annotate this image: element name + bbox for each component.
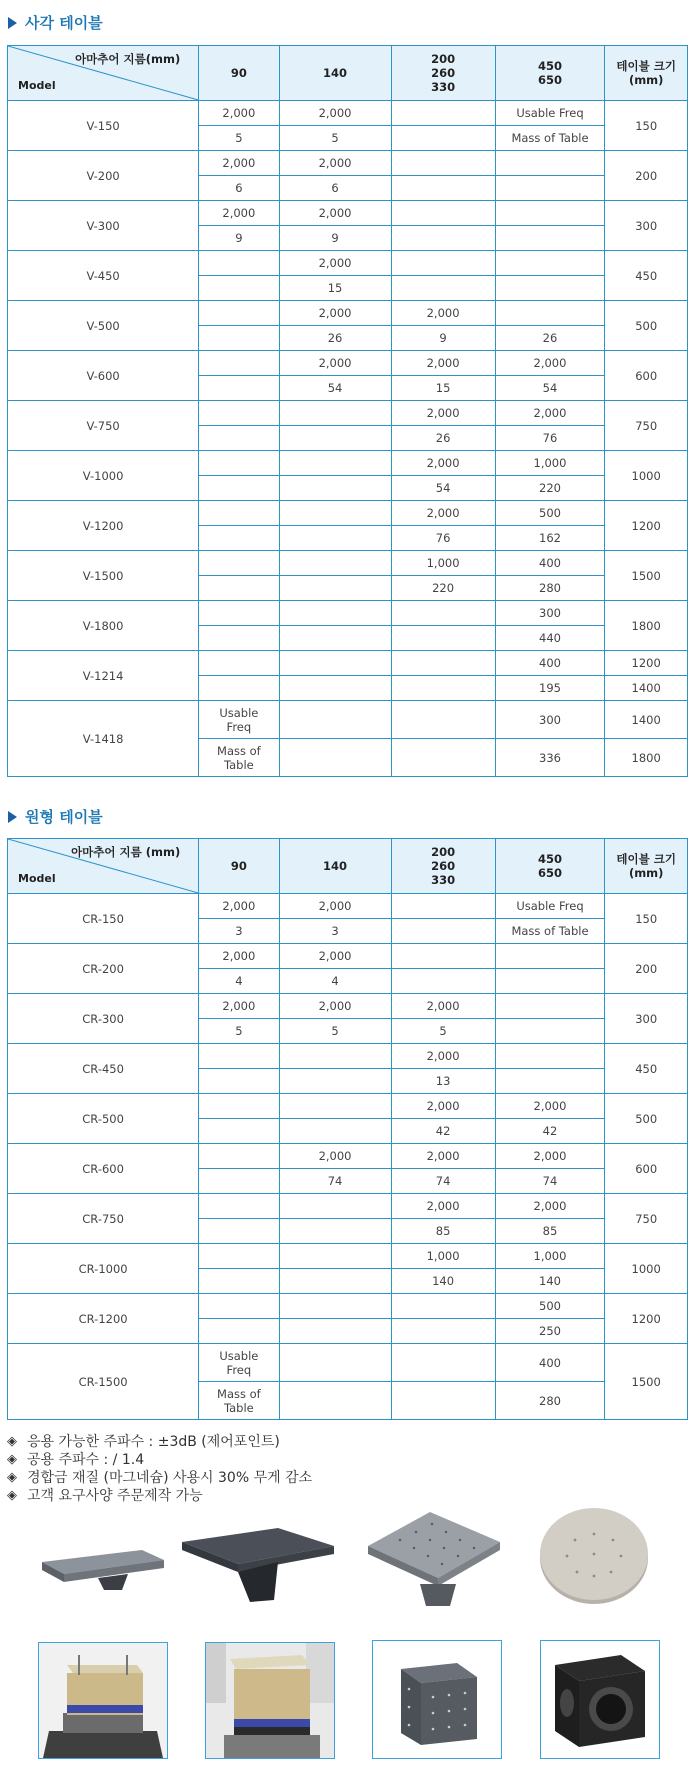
header-row	[8, 46, 688, 101]
usable-freq-cell: 2,000	[279, 944, 391, 969]
round-table-spec	[7, 838, 688, 1420]
mass-of-table-cell	[495, 226, 605, 251]
mass-of-table-cell	[391, 676, 495, 701]
table-row	[8, 201, 688, 226]
usable-freq-cell: 2,000	[279, 894, 391, 919]
usable-freq-cell	[391, 251, 495, 276]
mass-of-table-cell	[199, 1319, 279, 1344]
photo-square-table-with-holes	[360, 1502, 505, 1610]
usable-freq-cell	[199, 1244, 279, 1269]
table-row	[8, 994, 688, 1019]
mass-of-table-cell: 3	[199, 919, 279, 944]
usable-freq-cell: 2,000	[279, 251, 391, 276]
usable-freq-cell	[391, 701, 495, 739]
triangle-bullet-icon	[8, 17, 17, 29]
usable-freq-cell: 500	[495, 501, 605, 526]
mass-of-table-cell: 220	[391, 576, 495, 601]
mass-of-table-cell: 5	[391, 1019, 495, 1044]
usable-freq-cell	[199, 251, 279, 276]
armature-diameter-label: 아마추어 지름(mm)	[75, 52, 181, 66]
usable-freq-cell: 1,000	[391, 551, 495, 576]
usable-freq-cell: 2,000	[391, 994, 495, 1019]
usable-freq-cell: 300	[495, 701, 605, 739]
column-header-col2: 140	[279, 46, 391, 101]
table-row	[8, 151, 688, 176]
mass-of-table-cell: 6	[199, 176, 279, 201]
usable-freq-cell	[391, 1344, 495, 1382]
usable-freq-cell: 2,000	[391, 1194, 495, 1219]
usable-freq-cell: 2,000	[391, 301, 495, 326]
usable-freq-cell: 2,000	[495, 1194, 605, 1219]
mass-of-table-cell	[391, 1319, 495, 1344]
mass-of-table-cell	[279, 626, 391, 651]
usable-freq-cell	[279, 451, 391, 476]
table-row	[8, 601, 688, 626]
column-header-col4: 450 650	[495, 46, 605, 101]
model-cell: V-1214	[8, 651, 199, 701]
usable-freq-cell	[279, 1044, 391, 1069]
usable-freq-cell	[279, 701, 391, 739]
table-size-cell: 200	[605, 151, 688, 201]
usable-freq-cell	[199, 451, 279, 476]
mass-of-table-cell	[495, 969, 605, 994]
usable-freq-cell	[279, 501, 391, 526]
mass-of-table-cell: Mass of Table	[495, 126, 605, 151]
mass-of-table-cell: 280	[495, 1382, 605, 1420]
table-size-cell: 750	[605, 401, 688, 451]
usable-freq-cell: 2,000	[279, 994, 391, 1019]
model-cell: CR-200	[8, 944, 199, 994]
mass-of-table-cell: 5	[279, 126, 391, 151]
usable-freq-cell	[279, 1194, 391, 1219]
model-cell: V-150	[8, 101, 199, 151]
mass-of-table-cell: 54	[391, 476, 495, 501]
usable-freq-cell: 1,000	[391, 1244, 495, 1269]
table-row	[8, 1344, 688, 1382]
mass-of-table-cell: 26	[279, 326, 391, 351]
usable-freq-cell	[495, 944, 605, 969]
mass-of-table-cell	[279, 1219, 391, 1244]
table-size-cell: 450	[605, 1044, 688, 1094]
mass-of-table-cell	[495, 176, 605, 201]
mass-of-table-cell: 9	[391, 326, 495, 351]
usable-freq-cell	[199, 1144, 279, 1169]
usable-freq-cell: 400	[495, 1344, 605, 1382]
usable-freq-cell	[199, 301, 279, 326]
table-size-cell: 1200	[605, 501, 688, 551]
mass-of-table-cell	[199, 1119, 279, 1144]
table-size-cell: 1800	[605, 739, 688, 777]
table-size-cell: 600	[605, 1144, 688, 1194]
table-row	[8, 401, 688, 426]
usable-freq-cell	[391, 601, 495, 626]
note-item: ◈ 응용 가능한 주파수 : ±3dB (제어포인트)	[7, 1434, 280, 1450]
mass-of-table-cell	[391, 176, 495, 201]
model-cell: V-300	[8, 201, 199, 251]
mass-of-table-cell: 5	[199, 126, 279, 151]
photo-round-table	[535, 1500, 653, 1610]
table-size-cell: 150	[605, 101, 688, 151]
model-cell: CR-500	[8, 1094, 199, 1144]
usable-freq-cell: 2,000	[391, 401, 495, 426]
note-item: ◈ 경합금 재질 (마그네슘) 사용시 30% 무게 감소	[7, 1470, 313, 1486]
column-header-col3: 200 260 330	[391, 839, 495, 894]
mass-of-table-cell: 26	[495, 326, 605, 351]
diamond-bullet-icon: ◈	[7, 1434, 17, 1449]
usable-freq-cell: 2,000	[279, 201, 391, 226]
mass-of-table-cell	[279, 1319, 391, 1344]
usable-freq-cell	[279, 1244, 391, 1269]
table-row	[8, 701, 688, 739]
mass-of-table-cell	[199, 1069, 279, 1094]
table-row	[8, 351, 688, 376]
square-table-heading	[8, 12, 103, 33]
note-item: ◈ 공용 주파수 : / 1.4	[7, 1452, 145, 1468]
mass-of-table-cell: 76	[391, 526, 495, 551]
mass-of-table-cell: 74	[279, 1169, 391, 1194]
usable-freq-cell: 2,000	[495, 1144, 605, 1169]
mass-of-table-cell	[279, 739, 391, 777]
square-table-spec	[7, 45, 688, 777]
column-header-col3: 200 260 330	[391, 46, 495, 101]
usable-freq-cell	[199, 651, 279, 676]
usable-freq-cell	[199, 1094, 279, 1119]
mass-of-table-cell: 85	[495, 1219, 605, 1244]
usable-freq-cell: 400	[495, 651, 605, 676]
table-row	[8, 1194, 688, 1219]
column-header-col1: 90	[199, 46, 279, 101]
usable-freq-cell: Usable Freq	[199, 701, 279, 739]
table-row	[8, 1094, 688, 1119]
usable-freq-cell: 1,000	[495, 451, 605, 476]
model-cell: V-1000	[8, 451, 199, 501]
mass-of-table-cell	[199, 576, 279, 601]
usable-freq-cell	[279, 401, 391, 426]
usable-freq-cell	[199, 1194, 279, 1219]
round-table-title: 원형 테이블	[25, 808, 103, 826]
mass-of-table-cell: 250	[495, 1319, 605, 1344]
model-cell: CR-600	[8, 1144, 199, 1194]
model-cell: CR-1000	[8, 1244, 199, 1294]
usable-freq-cell	[391, 201, 495, 226]
mass-of-table-cell	[199, 276, 279, 301]
model-cell: CR-150	[8, 894, 199, 944]
usable-freq-cell: 2,000	[391, 501, 495, 526]
usable-freq-cell	[279, 1344, 391, 1382]
mass-of-table-cell: 5	[279, 1019, 391, 1044]
table-row	[8, 101, 688, 126]
column-header-col4: 450 650	[495, 839, 605, 894]
usable-freq-cell: 2,000	[495, 1094, 605, 1119]
column-header-col5: 테이블 크기 (mm)	[605, 839, 688, 894]
table-row	[8, 1294, 688, 1319]
model-cell: V-600	[8, 351, 199, 401]
mass-of-table-cell: 9	[199, 226, 279, 251]
table-size-cell: 750	[605, 1194, 688, 1244]
usable-freq-cell: 2,000	[391, 451, 495, 476]
mass-of-table-cell	[495, 1019, 605, 1044]
mass-of-table-cell: 9	[279, 226, 391, 251]
table-size-cell: 300	[605, 994, 688, 1044]
mass-of-table-cell: 280	[495, 576, 605, 601]
mass-of-table-cell: Mass of Table	[495, 919, 605, 944]
model-cell: CR-1500	[8, 1344, 199, 1420]
usable-freq-cell: 1,000	[495, 1244, 605, 1269]
mass-of-table-cell: 13	[391, 1069, 495, 1094]
table-size-cell: 300	[605, 201, 688, 251]
mass-of-table-cell	[279, 1382, 391, 1420]
usable-freq-cell	[199, 1294, 279, 1319]
usable-freq-cell	[279, 551, 391, 576]
table-row	[8, 894, 688, 919]
model-cell: CR-750	[8, 1194, 199, 1244]
table-row	[8, 944, 688, 969]
table-size-cell: 1200	[605, 651, 688, 676]
mass-of-table-cell: 440	[495, 626, 605, 651]
usable-freq-cell: Usable Freq	[199, 1344, 279, 1382]
usable-freq-cell: 300	[495, 601, 605, 626]
model-cell: V-500	[8, 301, 199, 351]
usable-freq-cell	[199, 551, 279, 576]
usable-freq-cell	[495, 251, 605, 276]
notes-list	[7, 1433, 312, 1505]
model-cell: V-1418	[8, 701, 199, 777]
photo-shaker-fixture-2	[205, 1642, 335, 1759]
usable-freq-cell: 400	[495, 551, 605, 576]
mass-of-table-cell: 15	[391, 376, 495, 401]
model-cell: CR-300	[8, 994, 199, 1044]
mass-of-table-cell: 195	[495, 676, 605, 701]
mass-of-table-cell	[199, 426, 279, 451]
mass-of-table-cell	[391, 226, 495, 251]
mass-of-table-cell	[495, 276, 605, 301]
mass-of-table-cell: Mass of Table	[199, 1382, 279, 1420]
table-size-cell: 450	[605, 251, 688, 301]
usable-freq-cell	[391, 651, 495, 676]
usable-freq-cell	[391, 1294, 495, 1319]
mass-of-table-cell: 15	[279, 276, 391, 301]
photo-square-table-with-cone	[178, 1512, 338, 1612]
model-cell: V-450	[8, 251, 199, 301]
usable-freq-cell	[495, 994, 605, 1019]
table-size-cell: 500	[605, 301, 688, 351]
table-size-cell: 500	[605, 1094, 688, 1144]
diamond-bullet-icon: ◈	[7, 1452, 17, 1467]
usable-freq-cell: 2,000	[199, 201, 279, 226]
mass-of-table-cell	[391, 739, 495, 777]
usable-freq-cell: 2,000	[391, 351, 495, 376]
photo-cube-fixture	[372, 1640, 502, 1759]
usable-freq-cell: 2,000	[495, 351, 605, 376]
column-header-col5: 테이블 크기 (mm)	[605, 46, 688, 101]
usable-freq-cell: 2,000	[199, 894, 279, 919]
usable-freq-cell: 2,000	[391, 1094, 495, 1119]
table-size-cell: 1000	[605, 1244, 688, 1294]
usable-freq-cell: 2,000	[279, 301, 391, 326]
table-size-cell: 1200	[605, 1294, 688, 1344]
mass-of-table-cell	[279, 1269, 391, 1294]
mass-of-table-cell: 140	[391, 1269, 495, 1294]
mass-of-table-cell: 42	[391, 1119, 495, 1144]
model-cell: V-1500	[8, 551, 199, 601]
usable-freq-cell: 2,000	[199, 151, 279, 176]
mass-of-table-cell	[199, 326, 279, 351]
usable-freq-cell: 2,000	[279, 151, 391, 176]
header-corner-cell	[8, 839, 199, 894]
table-size-cell: 1500	[605, 1344, 688, 1420]
model-cell: V-200	[8, 151, 199, 201]
table-row	[8, 501, 688, 526]
usable-freq-cell: 2,000	[495, 401, 605, 426]
mass-of-table-cell	[279, 1069, 391, 1094]
table-row	[8, 1044, 688, 1069]
usable-freq-cell	[279, 1294, 391, 1319]
mass-of-table-cell: 3	[279, 919, 391, 944]
mass-of-table-cell	[199, 526, 279, 551]
mass-of-table-cell: 220	[495, 476, 605, 501]
usable-freq-cell: Usable Freq	[495, 894, 605, 919]
usable-freq-cell	[279, 601, 391, 626]
mass-of-table-cell	[279, 576, 391, 601]
usable-freq-cell: Usable Freq	[495, 101, 605, 126]
mass-of-table-cell: 42	[495, 1119, 605, 1144]
mass-of-table-cell: 74	[391, 1169, 495, 1194]
mass-of-table-cell	[199, 1219, 279, 1244]
mass-of-table-cell: 76	[495, 426, 605, 451]
mass-of-table-cell	[279, 676, 391, 701]
photo-open-cube-fixture	[540, 1640, 660, 1759]
table-size-cell: 150	[605, 894, 688, 944]
mass-of-table-cell	[199, 626, 279, 651]
usable-freq-cell	[199, 351, 279, 376]
column-header-col2: 140	[279, 839, 391, 894]
table-row	[8, 301, 688, 326]
mass-of-table-cell	[391, 626, 495, 651]
usable-freq-cell	[495, 301, 605, 326]
mass-of-table-cell	[199, 676, 279, 701]
usable-freq-cell: 2,000	[199, 994, 279, 1019]
mass-of-table-cell	[199, 476, 279, 501]
usable-freq-cell	[279, 651, 391, 676]
photo-flat-rectangular-table	[38, 1528, 166, 1600]
note-item: ◈ 고객 요구사양 주문제작 가능	[7, 1488, 203, 1504]
usable-freq-cell	[391, 101, 495, 126]
usable-freq-cell	[199, 401, 279, 426]
usable-freq-cell: 2,000	[199, 101, 279, 126]
mass-of-table-cell	[391, 126, 495, 151]
column-header-col1: 90	[199, 839, 279, 894]
header-row	[8, 839, 688, 894]
mass-of-table-cell	[391, 919, 495, 944]
mass-of-table-cell: 26	[391, 426, 495, 451]
usable-freq-cell: 2,000	[391, 1144, 495, 1169]
table-row	[8, 451, 688, 476]
usable-freq-cell: 2,000	[279, 1144, 391, 1169]
mass-of-table-cell	[199, 376, 279, 401]
round-table-heading	[8, 806, 103, 827]
model-cell: CR-450	[8, 1044, 199, 1094]
mass-of-table-cell	[279, 426, 391, 451]
table-row	[8, 1244, 688, 1269]
mass-of-table-cell: 4	[199, 969, 279, 994]
mass-of-table-cell: 5	[199, 1019, 279, 1044]
table-row	[8, 1144, 688, 1169]
armature-diameter-label: 아마추어 지름 (mm)	[71, 845, 181, 859]
diamond-bullet-icon: ◈	[7, 1488, 17, 1503]
mass-of-table-cell: 336	[495, 739, 605, 777]
model-cell: V-1200	[8, 501, 199, 551]
header-corner-cell	[8, 46, 199, 101]
square-table-title: 사각 테이블	[25, 14, 103, 32]
model-cell: CR-1200	[8, 1294, 199, 1344]
mass-of-table-cell: 6	[279, 176, 391, 201]
usable-freq-cell: 500	[495, 1294, 605, 1319]
mass-of-table-cell	[495, 1069, 605, 1094]
model-label: Model	[18, 872, 56, 885]
mass-of-table-cell	[279, 1119, 391, 1144]
mass-of-table-cell	[199, 1169, 279, 1194]
mass-of-table-cell	[279, 476, 391, 501]
table-row	[8, 651, 688, 676]
mass-of-table-cell: 4	[279, 969, 391, 994]
photo-shaker-fixture-1	[38, 1642, 168, 1759]
mass-of-table-cell: 54	[279, 376, 391, 401]
table-size-cell: 1500	[605, 551, 688, 601]
diamond-bullet-icon: ◈	[7, 1470, 17, 1485]
table-size-cell: 1400	[605, 701, 688, 739]
mass-of-table-cell: 85	[391, 1219, 495, 1244]
table-size-cell: 1400	[605, 676, 688, 701]
table-size-cell: 1800	[605, 601, 688, 651]
table-size-cell: 1000	[605, 451, 688, 501]
usable-freq-cell	[391, 894, 495, 919]
table-row	[8, 251, 688, 276]
usable-freq-cell	[495, 201, 605, 226]
usable-freq-cell	[199, 1044, 279, 1069]
mass-of-table-cell: 74	[495, 1169, 605, 1194]
usable-freq-cell	[199, 601, 279, 626]
usable-freq-cell: 2,000	[391, 1044, 495, 1069]
triangle-bullet-icon	[8, 811, 17, 823]
usable-freq-cell	[391, 151, 495, 176]
mass-of-table-cell: 54	[495, 376, 605, 401]
table-size-cell: 600	[605, 351, 688, 401]
mass-of-table-cell	[199, 1269, 279, 1294]
usable-freq-cell	[199, 501, 279, 526]
mass-of-table-cell: Mass of Table	[199, 739, 279, 777]
usable-freq-cell	[279, 1094, 391, 1119]
mass-of-table-cell	[279, 526, 391, 551]
usable-freq-cell: 2,000	[279, 351, 391, 376]
usable-freq-cell: 2,000	[199, 944, 279, 969]
usable-freq-cell	[495, 151, 605, 176]
mass-of-table-cell	[391, 969, 495, 994]
usable-freq-cell: 2,000	[279, 101, 391, 126]
table-row	[8, 551, 688, 576]
model-cell: V-1800	[8, 601, 199, 651]
usable-freq-cell	[391, 944, 495, 969]
table-size-cell: 200	[605, 944, 688, 994]
usable-freq-cell	[495, 1044, 605, 1069]
model-cell: V-750	[8, 401, 199, 451]
mass-of-table-cell	[391, 1382, 495, 1420]
model-label: Model	[18, 79, 56, 92]
mass-of-table-cell	[391, 276, 495, 301]
mass-of-table-cell: 140	[495, 1269, 605, 1294]
mass-of-table-cell: 162	[495, 526, 605, 551]
